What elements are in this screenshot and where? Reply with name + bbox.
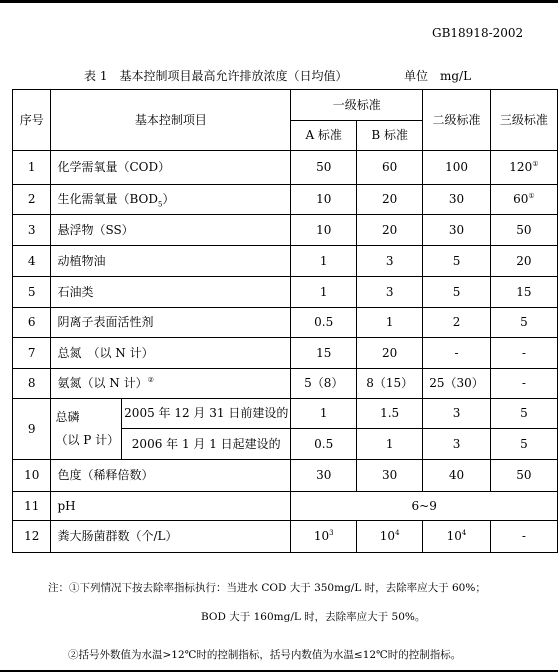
table-row bbox=[13, 308, 558, 338]
row-item: 动植物油 bbox=[51, 246, 291, 277]
table-row bbox=[13, 215, 558, 246]
cell-level3: 5 bbox=[490, 429, 557, 460]
note-1-continued: BOD 大于 160mg/L 时，去除率应大于 50%。 bbox=[201, 611, 426, 623]
table-row bbox=[13, 460, 558, 492]
cell-level3: - bbox=[490, 338, 557, 369]
header-seq: 序号 bbox=[13, 90, 51, 151]
table-row bbox=[13, 151, 558, 185]
cell-b: 1 bbox=[357, 308, 423, 338]
cell-level2: - bbox=[423, 338, 491, 369]
exponent: 4 bbox=[395, 529, 400, 538]
row-number: 11 bbox=[13, 492, 51, 521]
header-level1: 一级标准 bbox=[291, 90, 423, 121]
row-item: 阴离子表面活性剂 bbox=[51, 308, 291, 338]
table-row bbox=[13, 277, 558, 308]
header-level2: 二级标准 bbox=[423, 90, 491, 151]
header-a: A 标准 bbox=[291, 121, 357, 151]
cell-b: 30 bbox=[357, 460, 423, 492]
subscript: 5 bbox=[157, 200, 163, 209]
cell-b: 8（15） bbox=[357, 369, 423, 399]
table-row bbox=[13, 521, 558, 553]
cell-level3: - bbox=[490, 521, 557, 553]
row-number: 8 bbox=[13, 369, 51, 399]
cell-b: 1.5 bbox=[357, 399, 423, 429]
cell-level3: 50 bbox=[490, 215, 557, 246]
cell-level2: 3 bbox=[423, 399, 491, 429]
row-item: 色度（稀释倍数） bbox=[51, 460, 291, 492]
cell-level3: 20 bbox=[490, 246, 557, 277]
cell-b: 60 bbox=[357, 151, 423, 185]
cell-a: 50 bbox=[291, 151, 357, 185]
cell-level3-value: 120 bbox=[509, 160, 533, 175]
sub-item: 2005 年 12 月 31 日前建设的 bbox=[122, 399, 291, 429]
cell-merged: 6~9 bbox=[291, 492, 558, 521]
row-number: 2 bbox=[13, 185, 51, 215]
row-number: 6 bbox=[13, 308, 51, 338]
cell-a bbox=[291, 521, 357, 553]
row-number: 12 bbox=[13, 521, 51, 553]
cell-level3-value: 60 bbox=[513, 192, 529, 207]
cell-level2: 2 bbox=[423, 308, 491, 338]
cell-level3: 15 bbox=[490, 277, 557, 308]
cell-a: 0.5 bbox=[291, 429, 357, 460]
table-row bbox=[13, 399, 558, 429]
row-number: 3 bbox=[13, 215, 51, 246]
row-item-line: （以 P 计） bbox=[55, 433, 120, 447]
footnote-mark: ① bbox=[532, 160, 539, 169]
cell-b: 1 bbox=[357, 429, 423, 460]
cell-level2: 3 bbox=[423, 429, 491, 460]
cell-level2: 5 bbox=[423, 277, 491, 308]
row-item: 石油类 bbox=[51, 277, 291, 308]
exponent: 4 bbox=[461, 529, 467, 538]
cell-level3: 5 bbox=[490, 308, 557, 338]
cell-level2: 30 bbox=[423, 185, 491, 215]
cell-level2: 40 bbox=[423, 460, 491, 492]
table-row bbox=[13, 185, 558, 215]
row-item-text: 生化需氧量（BOD bbox=[57, 192, 158, 207]
cell-level2: 25（30） bbox=[423, 369, 491, 399]
row-number: 7 bbox=[13, 338, 51, 369]
cell-level2 bbox=[423, 521, 491, 553]
cell-b: 20 bbox=[357, 215, 423, 246]
control-items-table bbox=[12, 89, 558, 553]
note-2: ②括号外数值为水温>12℃时的控制指标，括号内数值为水温≤12℃时的控制指标。 bbox=[68, 649, 462, 661]
header-level3: 三级标准 bbox=[490, 90, 557, 151]
table-caption: 表 1 基本控制项目最高允许排放浓度（日均值） bbox=[84, 69, 348, 83]
note-1: 注：①下列情况下按去除率指标执行：当进水 COD 大于 350mg/L 时，去除率应大于 60%； bbox=[48, 582, 486, 594]
cell-a-value: 10 bbox=[313, 529, 330, 544]
row-item: 悬浮物（SS） bbox=[51, 215, 291, 246]
cell-level2: 30 bbox=[423, 215, 491, 246]
row-item: pH bbox=[51, 492, 291, 521]
standard-code: GB18918-2002 bbox=[432, 26, 524, 40]
top-rule bbox=[0, 0, 558, 3]
cell-b: 20 bbox=[357, 338, 423, 369]
cell-level3 bbox=[490, 151, 557, 185]
row-item-line: 总磷 bbox=[55, 410, 80, 425]
cell-a: 10 bbox=[291, 215, 357, 246]
table-row bbox=[13, 246, 558, 277]
cell-a: 10 bbox=[291, 185, 357, 215]
exponent: 3 bbox=[329, 529, 334, 538]
cell-a: 5（8） bbox=[291, 369, 357, 399]
row-item: 粪大肠菌群数（个/L） bbox=[51, 521, 291, 553]
cell-level2-value: 10 bbox=[446, 529, 462, 544]
footnote-mark: ① bbox=[528, 192, 535, 201]
table-row bbox=[13, 492, 558, 521]
row-item-text: ） bbox=[162, 192, 175, 207]
table-row bbox=[13, 369, 558, 399]
cell-b-value: 10 bbox=[379, 529, 396, 544]
row-number: 4 bbox=[13, 246, 51, 277]
row-item-text: 氨氮（以 N 计） bbox=[57, 376, 148, 391]
header-item: 基本控制项目 bbox=[51, 90, 291, 151]
cell-level3: 5 bbox=[490, 399, 557, 429]
header-row-1 bbox=[13, 90, 558, 121]
cell-a: 15 bbox=[291, 338, 357, 369]
cell-a: 1 bbox=[291, 399, 357, 429]
cell-level3: 50 bbox=[490, 460, 557, 492]
cell-b: 20 bbox=[357, 185, 423, 215]
unit-label: 单位 mg/L bbox=[404, 69, 472, 83]
cell-a: 0.5 bbox=[291, 308, 357, 338]
header-b: B 标准 bbox=[357, 121, 423, 151]
row-number: 1 bbox=[13, 151, 51, 185]
row-number: 9 bbox=[13, 399, 51, 460]
cell-a: 1 bbox=[291, 277, 357, 308]
sub-item: 2006 年 1 月 1 日起建设的 bbox=[122, 429, 291, 460]
row-item bbox=[51, 369, 291, 399]
row-number: 5 bbox=[13, 277, 51, 308]
cell-b bbox=[357, 521, 423, 553]
cell-a: 30 bbox=[291, 460, 357, 492]
table-row bbox=[13, 338, 558, 369]
row-item: 化学需氧量（COD） bbox=[51, 151, 291, 185]
cell-level2: 5 bbox=[423, 246, 491, 277]
row-item bbox=[51, 185, 291, 215]
footnote-mark: ② bbox=[147, 376, 154, 385]
row-item bbox=[51, 399, 122, 460]
cell-level3: - bbox=[490, 369, 557, 399]
row-number: 10 bbox=[13, 460, 51, 492]
row-item: 总氮 （以 N 计） bbox=[51, 338, 291, 369]
cell-b: 3 bbox=[357, 246, 423, 277]
cell-level2: 100 bbox=[423, 151, 491, 185]
cell-level3 bbox=[490, 185, 557, 215]
cell-a: 1 bbox=[291, 246, 357, 277]
cell-b: 3 bbox=[357, 277, 423, 308]
